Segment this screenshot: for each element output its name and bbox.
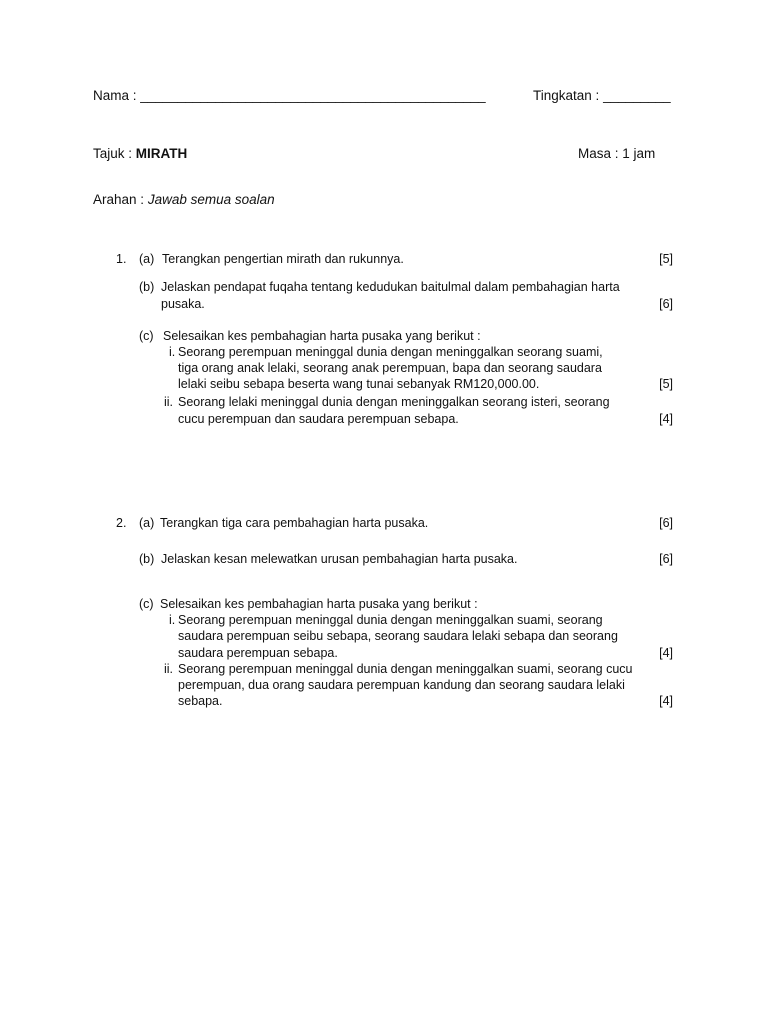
masa-text: Masa : 1 jam (578, 146, 656, 161)
tajuk-value: MIRATH (135, 146, 188, 161)
part-a-mark: [6] (659, 516, 673, 530)
case-i-label: i. (169, 613, 176, 627)
part-a-label: (a) (139, 516, 155, 530)
case-ii-label: ii. (164, 662, 174, 676)
arahan-label: Arahan : (93, 192, 145, 207)
part-b-mark: [6] (659, 552, 673, 566)
case-ii-line: Seorang lelaki meninggal dunia dengan meninggalkan seorang isteri, seorang (178, 395, 610, 409)
part-a-label: (a) (139, 252, 155, 266)
case-i-line: Seorang perempuan meninggal dunia dengan meninggalkan seorang suami, (178, 345, 603, 359)
case-ii-mark: [4] (659, 412, 673, 426)
part-a-text: Terangkan tiga cara pembahagian harta pusaka. (160, 516, 429, 530)
part-b-label: (b) (139, 280, 155, 294)
case-ii-label: ii. (164, 395, 174, 409)
tajuk-line (93, 146, 187, 162)
part-b-line: Jelaskan pendapat fuqaha tentang kedudukan baitulmal dalam pembahagian harta (161, 280, 620, 294)
question-number: 1. (116, 252, 127, 266)
case-i-mark: [5] (659, 377, 673, 391)
arahan-value: Jawab semua soalan (147, 192, 275, 207)
nama-label: Nama : (93, 88, 137, 103)
case-ii-line: Seorang perempuan meninggal dunia dengan meninggalkan suami, seorang cucu (178, 662, 633, 676)
case-i-mark: [4] (659, 646, 673, 660)
part-c-text: Selesaikan kes pembahagian harta pusaka yang berikut : (163, 329, 481, 343)
case-ii-line: sebapa. (178, 694, 223, 708)
case-i-line: tiga orang anak lelaki, seorang anak perempuan, bapa dan seorang saudara (178, 361, 602, 375)
case-ii-line: perempuan, dua orang saudara perempuan kandung dan seorang saudara lelaki (178, 678, 625, 692)
case-i-line: Seorang perempuan meninggal dunia dengan meninggalkan suami, seorang (178, 613, 603, 627)
question-number: 2. (116, 516, 127, 530)
part-a-mark: [5] (659, 252, 673, 266)
part-b-line: pusaka. (161, 297, 205, 311)
tingkatan-label: Tingkatan : (533, 88, 600, 103)
part-c-label: (c) (139, 329, 154, 343)
case-i-line: saudara perempuan sebapa. (178, 646, 338, 660)
part-b-text: Jelaskan kesan melewatkan urusan pembahagian harta pusaka. (161, 552, 518, 566)
part-b-label: (b) (139, 552, 155, 566)
case-i-line: lelaki seibu sebapa beserta wang tunai sebanyak RM120,000.00. (178, 377, 540, 391)
case-ii-mark: [4] (659, 694, 673, 708)
nama-blank: ______________________________________________ (140, 88, 486, 103)
nama-field (93, 88, 486, 104)
arahan-line (93, 192, 275, 208)
part-b-mark: [6] (659, 297, 673, 311)
case-i-label: i. (169, 345, 176, 359)
tajuk-label: Tajuk : (93, 146, 133, 161)
tingkatan-field (533, 88, 671, 104)
tingkatan-blank: _________ (603, 88, 671, 103)
case-i-line: saudara perempuan seibu sebapa, seorang saudara lelaki sebapa dan seorang (178, 629, 618, 643)
case-ii-line: cucu perempuan dan saudara perempuan sebapa. (178, 412, 459, 426)
part-c-label: (c) (139, 597, 154, 611)
part-a-text: Terangkan pengertian mirath dan rukunnya. (162, 252, 404, 266)
part-c-text: Selesaikan kes pembahagian harta pusaka yang berikut : (160, 597, 478, 611)
